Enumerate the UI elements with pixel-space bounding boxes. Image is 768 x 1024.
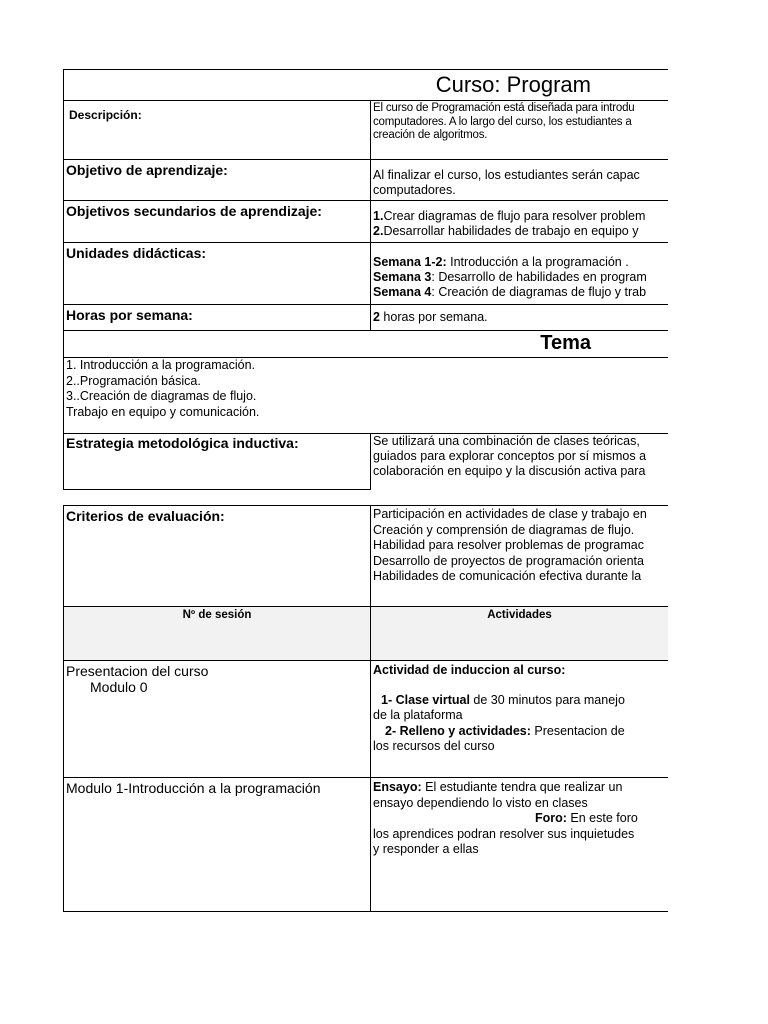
label-unidades: Unidades didácticas: — [66, 245, 207, 261]
row-objetivo — [63, 160, 668, 201]
list-item: 3..Creación de diagramas de flujo. — [66, 389, 257, 403]
temas-list — [63, 358, 668, 433]
list-item: 2.Desarrollar habilidades de trabajo en equipo y — [373, 224, 639, 238]
session-name: Presentacion del curso Modulo 0 — [66, 663, 209, 695]
list-item: 2..Programación básica. — [66, 373, 201, 388]
row-horas — [63, 305, 668, 331]
header-activities: Actividades — [487, 609, 552, 621]
label-descripcion: Descripción: — [69, 108, 142, 122]
table-row — [63, 778, 668, 912]
label-secundarios: Objetivos secundarios de aprendizaje: — [66, 203, 322, 219]
list-item: Trabajo en equipo y comunicación. — [66, 404, 260, 419]
row-descripcion — [63, 101, 668, 160]
session-activities: Ensayo: El estudiante tendra que realizar un ensayo dependiendo lo visto en clases Foro: En este foro los aprendices podran resolver sus inquietudes y responder a ellas — [373, 780, 638, 856]
row-unidades — [63, 243, 668, 305]
list-item: 1.Crear diagramas de flujo para resolver problem — [373, 209, 646, 223]
session-name: Modulo 1-Introducción a la programación — [66, 780, 321, 796]
descripcion-text: El curso de Programación está diseñada para introdu computadores. A lo largo del curso, los estudiantes a creación de algoritmos. — [373, 102, 635, 141]
course-sheet — [63, 69, 668, 912]
label-estrategia: Estrategia metodológica inductiva: — [66, 435, 299, 451]
list-item: 1. Introducción a la programación. — [66, 358, 255, 372]
criterios-text: Participación en actividades de clase y trabajo en Creación y comprensión de diagramas de flujo. Habilidad para resolver problemas de programac Desarrollo de proyectos de programación orienta Habilidades de comunicación efectiva durante la — [373, 507, 647, 583]
unidades-list — [371, 243, 668, 300]
course-title: Curso: Program — [435, 72, 591, 97]
label-objetivo: Objetivo de aprendizaje: — [66, 162, 228, 178]
session-activities: Actividad de induccion al curso: 1- Clase virtual de 30 minutos para manejo de la plataforma 2- Relleno y actividades: Presentacion de los recursos del curso — [373, 663, 625, 753]
label-horas: Horas por semana: — [66, 307, 193, 323]
list-item: Semana 4: Creación de diagramas de flujo y trab — [373, 285, 647, 299]
table-row — [63, 661, 668, 778]
list-item: Semana 1-2: Introducción a la programación . — [373, 255, 629, 269]
temas-title: Tema — [540, 332, 591, 354]
header-session: Nº de sesión — [182, 609, 252, 621]
label-criterios: Criterios de evaluación: — [66, 508, 225, 524]
row-criterios — [63, 505, 668, 607]
estrategia-text: Se utilizará una combinación de clases teóricas, guiados para explorar conceptos por sí mismos a colaboración en equipo y la discusión activa para — [373, 434, 647, 478]
objetivo-text: Al finalizar el curso, los estudiantes serán capac computadores. — [373, 168, 640, 197]
secundarios-list — [371, 201, 668, 239]
row-estrategia — [63, 433, 668, 490]
row-secundarios — [63, 201, 668, 243]
list-item: Semana 3: Desarrollo de habilidades en program — [373, 270, 647, 284]
horas-text: 2 horas por semana. — [373, 310, 488, 324]
sessions-header — [63, 607, 668, 661]
